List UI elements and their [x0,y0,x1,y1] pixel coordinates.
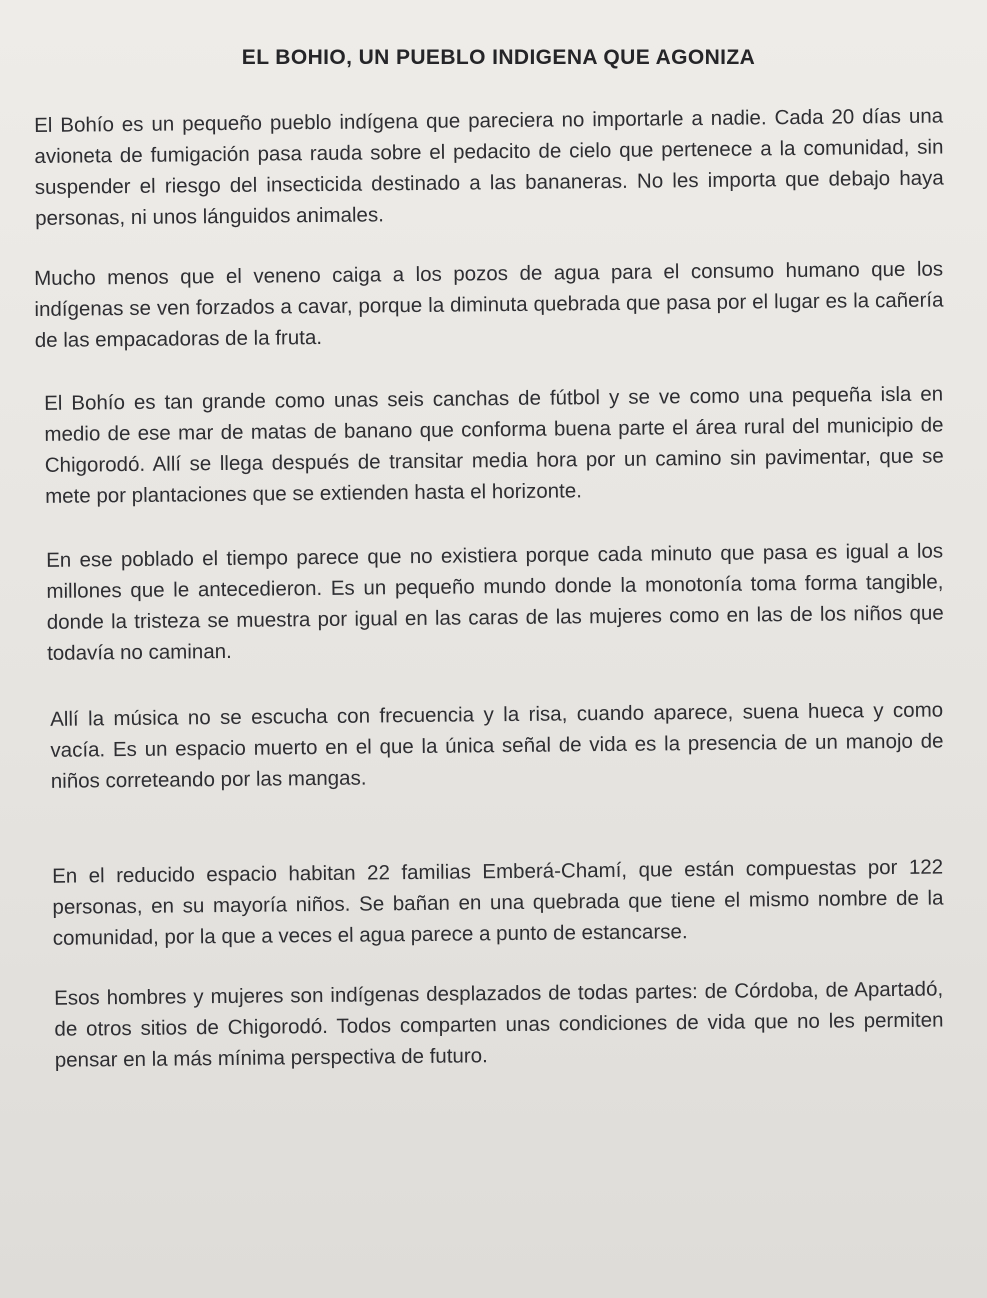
paragraph-6: En el reducido espacio habitan 22 familias Emberá-Chamí, que están compuestas por 122 personas, en su mayoría niños. Se bañan en una quebrada que tiene el mismo nombre de la comunidad, por la que a veces el agua parece a punto de estancarse. [52,855,944,950]
document-title: EL BOHIO, UN PUEBLO INDIGENA QUE AGONIZA [241,46,756,69]
paragraph-5: Allí la música no se escucha con frecuencia y la risa, cuando aparece, suena hueca y como vacía. Es un espacio muerto en el que la única señal de vida es la presencia de un manojo de niños correteando por las mangas. [50,698,944,793]
paragraph-2: Mucho menos que el veneno caiga a los pozos de agua para el consumo humano que los indígenas se ven forzados a cavar, porque la diminuta quebrada que pasa por el lugar es la cañería de las empacadoras de la fruta. [34,257,944,352]
paragraph-4: En ese poblado el tiempo parece que no existiera porque cada minuto que pasa es igual a los millones que le antecedieron. Es un pequeño mundo donde la monotonía toma forma tangible, donde la tristeza se muestra por igual en las caras de las mujeres como en las de los niños que todavía no caminan. [46,539,944,665]
paragraph-1: El Bohío es un pequeño pueblo indígena que pareciera no importarle a nadie. Cada 20 días una avioneta de fumigación pasa rauda sobre el pedacito de cielo que pertenece a la comunidad, sin suspender el riesgo del insecticida destinado a las bananeras. No les importa que debajo haya personas, ni unos lánguidos animales. [34,104,944,230]
paragraph-7: Esos hombres y mujeres son indígenas desplazados de todas partes: de Córdoba, de Apartadó, de otros sitios de Chigorodó. Todos comparten unas condiciones de vida que no les permiten pensar en la más mínima perspectiva de futuro. [54,977,944,1072]
paragraph-3: El Bohío es tan grande como unas seis canchas de fútbol y se ve como una pequeña isla en medio de ese mar de matas de banano que conforma buena parte el área rural del municipio de Chigorodó. Allí se llega después de transitar media hora por un camino sin pavimentar, que se mete por plantaciones que se extienden hasta el horizonte. [44,382,944,508]
